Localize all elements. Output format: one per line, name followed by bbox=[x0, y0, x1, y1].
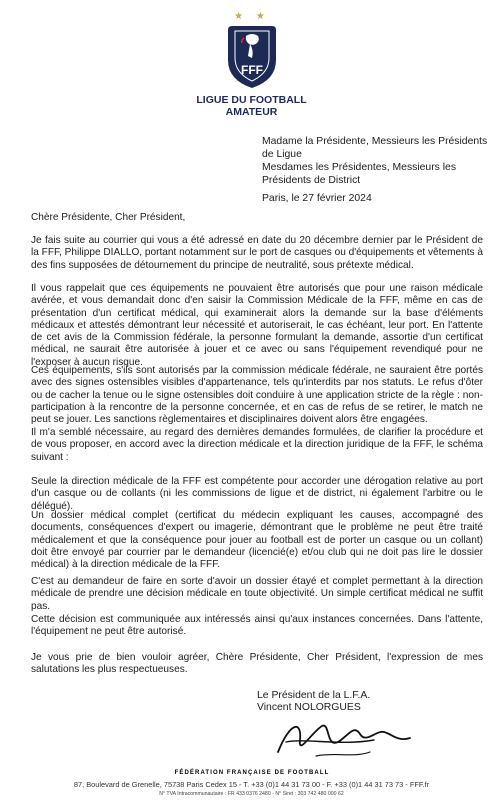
stars-icon: ★ ★ bbox=[234, 11, 270, 22]
paragraph-4: Il m'a semblé nécessaire, au regard des dernières demandes formulées, de clarifier la procédure et de vous proposer, en accord avec la direction médicale et la direction juridique de la FFF, le schéma suivant : bbox=[31, 427, 483, 463]
signatory-name: Vincent NOLORGUES bbox=[257, 702, 361, 713]
federation-name: FÉDÉRATION FRANÇAISE DE FOOTBALL bbox=[174, 770, 330, 776]
paragraph-3: Ces équipements, s'ils sont autorisés par la commission médicale fédérale, ne sauraient être portés avec des signes ostensibles visibles d'appartenance, tels qu'interdits par nos statuts. Le refus d'ôter ou de cacher la tenue ou le signe ostensibles doit conduire à une application stricte de la règle : non-participation à la rencontre de la personne concernée, et en cas de refus de se retirer, le match ne peut se jouer. Les sanctions règlementaires et disciplinaires doivent alors être engagées. bbox=[31, 365, 483, 426]
signatory-title: Le Président de la L.F.A. bbox=[257, 690, 371, 701]
paragraph-5: Seule la direction médicale de la FFF est compétente pour accorder une dérogation relative au port d'un casque ou de collants (ni les commissions de ligue et de district, ni également l'arbitre ou le délégué). bbox=[31, 476, 483, 512]
paragraph-7: C'est au demandeur de faire en sorte d'avoir un dossier étayé et complet permettant à la direction médicale de prendre une décision médicale en toute objectivité. Un simple certificat médical ne suffit pas. bbox=[31, 576, 483, 612]
footer-address: 87, Boulevard de Grenelle, 75738 Paris Cedex 15 - T. +33 (0)1 44 31 73 00 - F. +33 (0)1 44 31 73 73 - FFF.fr bbox=[73, 780, 430, 789]
paragraph-6: Un dossier médical complet (certificat du médecin expliquant les causes, accompagné des documents, conséquences d'expert ou imagerie, démontrant que le problème ne peut être traité médicalement et que la conséquence pour jouer au football est de porter un casque ou un collant) doit être envoyé par courrier par le demandeur (licencié(e) et/ou club qui ne doit pas lire le dossier médical) à la direction médicale de la FFF. bbox=[31, 510, 483, 571]
fff-crest-logo bbox=[226, 24, 278, 90]
ligue-line-1: LIGUE DU FOOTBALL bbox=[196, 94, 307, 106]
recipient-line-1: Madame la Présidente, Messieurs les Présidents de Ligue bbox=[262, 136, 488, 160]
footer-legal: N° TVA Intracommunautaire : FR 433 0376 2480 - N° Siret : 303 742 480 000 62 bbox=[159, 791, 344, 797]
letter-date: Paris, le 27 février 2024 bbox=[262, 193, 372, 204]
paragraph-closing: Je vous prie de bien vouloir agréer, Chère Présidente, Cher Président, l'expression de mes salutations les plus respectueuses. bbox=[31, 652, 483, 676]
paragraph-1: Je fais suite au courrier qui vous a été adressé en date du 20 décembre dernier par le Président de la FFF, Philippe DIALLO, portant notamment sur le port de casques ou d'équipements et vêtements à des fins supposées de détournement du principe de neutralité, sous prétexte médical. bbox=[31, 235, 483, 271]
handwritten-signature bbox=[250, 712, 430, 766]
paragraph-8: Cette décision est communiquée aux intéressés ainsi qu'aux instances concernées. Dans l'attente, l'équipement ne peut être autorisé. bbox=[31, 614, 483, 638]
ligue-line-2: AMATEUR bbox=[225, 106, 278, 118]
paragraph-2: Il vous rappelait que ces équipements ne pouvaient être autorisés que pour une raison médicale avérée, et vous demandait donc d'en saisir la Commission Médicale de la FFF, même en cas de présentation d'un certificat médical, qui examinerait alors la demande sur la base d'éléments médicaux et attestés démontrant leur nécessité et autoriserait, le cas échéant, leur port. En l'attente de cet avis de la Commission fédérale, la personne formulant la demande, assortie d'un certificat médical, ne saurait être autorisée à jouer et ce avec ou sans l'équipement revendiqué pour ne l'exposer à aucun risque. bbox=[31, 283, 483, 368]
recipient-line-2: Mesdames les Présidentes, Messieurs les Présidents de District bbox=[262, 162, 457, 186]
ligue-title bbox=[150, 94, 353, 118]
crest-letters: FFF bbox=[241, 63, 263, 77]
salutation: Chère Présidente, Cher Président, bbox=[31, 212, 186, 223]
